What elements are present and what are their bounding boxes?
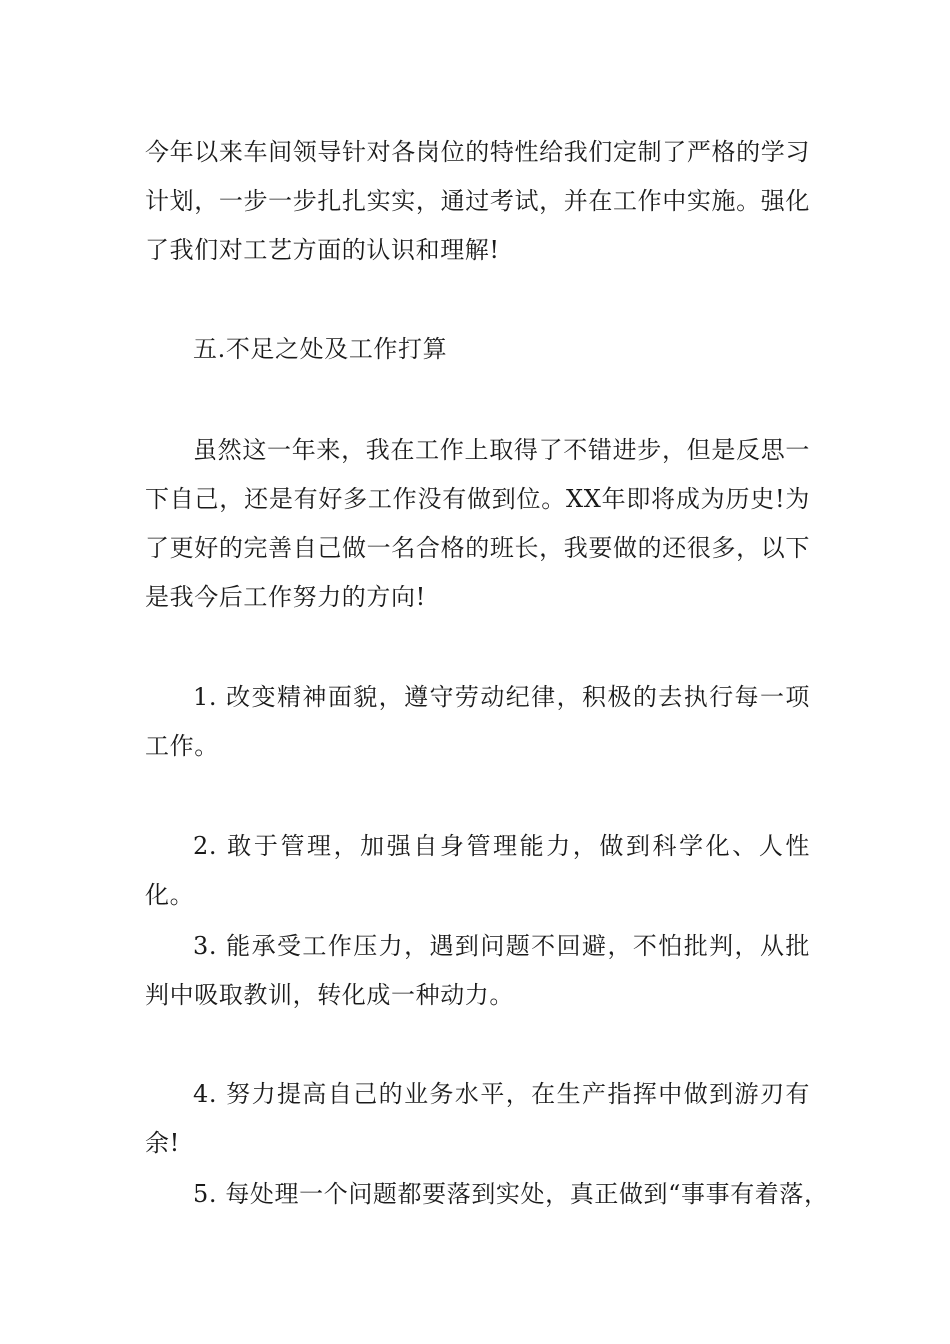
paragraph-study-plan: 今年以来车间领导针对各岗位的特性给我们定制了严格的学习计划，一步一步扎扎实实，通过考试，并在工作中实施。强化了我们对工艺方面的认识和理解!: [145, 138, 810, 264]
section-heading-shortcomings-plans: 五.不足之处及工作打算: [193, 335, 448, 363]
list-item-4: 4. 努力提高自己的业务水平，在生产指挥中做到游刃有余!: [145, 1080, 810, 1157]
list-item-3: 3. 能承受工作压力，遇到问题不回避，不怕批判，从批判中吸取教训，转化成一种动力。: [145, 932, 810, 1009]
list-item-1: 1. 改变精神面貌，遵守劳动纪律，积极的去执行每一项工作。: [145, 683, 810, 760]
paragraph-reflection: 虽然这一年来，我在工作上取得了不错进步，但是反思一下自己，还是有好多工作没有做到位。XX年即将成为历史!为了更好的完善自己做一名合格的班长，我要做的还很多，以下是我今后工作努力的方向!: [145, 436, 810, 611]
list-item-2: 2. 敢于管理，加强自身管理能力，做到科学化、人性化。: [145, 832, 810, 909]
list-item-5: 5. 每处理一个问题都要落到实处，真正做到“事事有着落，: [193, 1180, 829, 1208]
